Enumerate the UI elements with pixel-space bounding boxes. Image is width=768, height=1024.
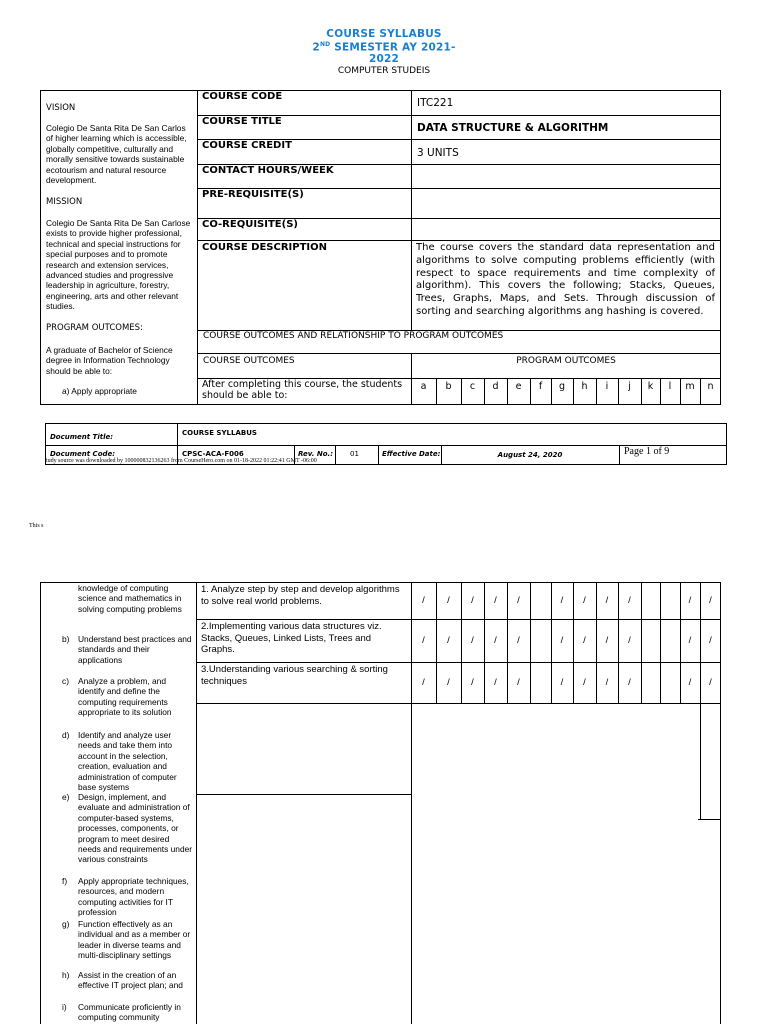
outcome-mark: / — [628, 677, 631, 688]
outcome-mark: / — [447, 677, 450, 688]
outcome-mark: / — [517, 677, 520, 688]
outcome-mark: / — [583, 635, 586, 646]
corequisite-label: CO-REQUISITE(S) — [202, 219, 298, 230]
page-number: Page 1 of 9 — [624, 446, 670, 457]
po-letter-g: g — [558, 381, 566, 392]
outcome-mark: / — [494, 595, 497, 606]
course-outcome-text: 3.Understanding various searching & sorting techniques — [201, 664, 388, 687]
course-outcomes-label: COURSE OUTCOMES — [203, 356, 295, 366]
program-outcome-letter: h) — [62, 970, 70, 980]
program-outcome-text: Identify and analyze user needs and take them into account in the selection, creation, evaluation and administration of computer base systems — [78, 730, 177, 793]
course-title-label: COURSE TITLE — [202, 116, 282, 127]
po-letter-c: c — [469, 381, 476, 392]
program-outcome-letter: g) — [62, 919, 70, 929]
mission-heading: MISSION — [46, 197, 83, 207]
outcome-mark: / — [494, 635, 497, 646]
document-title-value: COURSE SYLLABUS — [182, 429, 257, 437]
outcome-mark: / — [628, 595, 631, 606]
outcome-mark: / — [583, 677, 586, 688]
program-outcome-text: Communicate proficiently in computing community — [78, 1002, 181, 1023]
department: COMPUTER STUDEIS — [337, 66, 431, 76]
outcome-mark: / — [517, 595, 520, 606]
po-letter-m: m — [685, 381, 695, 392]
program-outcome-letter: f) — [62, 876, 68, 886]
course-credit-label: COURSE CREDIT — [202, 140, 292, 151]
outcome-mark: / — [447, 595, 450, 606]
program-outcome-letter: e) — [62, 792, 70, 802]
outcome-mark: / — [605, 677, 609, 688]
outcome-mark: / — [471, 677, 474, 688]
effective-date-label: Effective Date: — [382, 450, 441, 458]
outcome-mark: / — [422, 677, 425, 688]
program-outcome-item — [62, 792, 194, 865]
outcome-mark: / — [709, 595, 712, 606]
outcome-mark: / — [494, 677, 497, 688]
program-outcome-item — [62, 1002, 194, 1023]
po-letter-e: e — [515, 381, 522, 392]
program-outcome-letter: i) — [62, 1002, 67, 1012]
po-letter-k: k — [647, 381, 654, 392]
po-letter-f: f — [538, 381, 543, 392]
program-outcome-letter: d) — [62, 730, 70, 740]
document-code-label: Document Code: — [50, 450, 116, 458]
side-note: This s — [29, 523, 44, 529]
course-outcome-text: 1. Analyze step by step and develop algorithms to solve real world problems. — [201, 584, 400, 607]
program-outcome-item — [62, 919, 194, 961]
outcome-mark: / — [709, 677, 712, 688]
vision-text: Colegio De Santa Rita De San Carlos of higher learning which is accessible, globally competitive, culturally and morally sensitive towards sustainable ecotourism and natural resource development. — [46, 123, 187, 186]
prerequisite-label: PRE-REQUISITE(S) — [202, 189, 304, 200]
outcome-mark: / — [422, 635, 425, 646]
program-outcomes-intro: A graduate of Bachelor of Science degree in Information Technology should be able to: — [46, 345, 173, 376]
document-code-value: CPSC-ACA-F006 — [182, 450, 244, 458]
outcome-mark: / — [688, 677, 692, 688]
outcome-mark: / — [447, 635, 450, 646]
po-letter-h: h — [581, 381, 588, 392]
po-letter-d: d — [492, 381, 499, 392]
outcome-mark: / — [471, 635, 474, 646]
outcome-mark: / — [688, 595, 692, 606]
watermark-text: tudy source was downloaded by 100000832136263 from CourseHero.com on 01-18-2022 01:22:41 GMT -06:00 — [46, 458, 317, 464]
outcome-mark: / — [605, 595, 609, 606]
program-outcomes-heading: PROGRAM OUTCOMES: — [46, 323, 143, 333]
program-outcome-item — [62, 876, 194, 918]
program-outcome-text: Analyze a problem, and identify and define the computing requirements appropriate to its solution — [78, 676, 172, 718]
program-outcome-text: Design, implement, and evaluate and administration of computer-based systems, processes, components, or program to meet desired needs and requirements under various constraints — [78, 792, 193, 865]
program-outcome-text: Understand best practices and standards and their applications — [78, 634, 192, 665]
po-letter-n: n — [707, 381, 714, 392]
po-letter-i: i — [605, 381, 609, 392]
po-letter-a: a — [420, 381, 427, 392]
program-outcome-item — [62, 676, 194, 718]
outcome-mark: / — [628, 635, 631, 646]
outcome-mark: / — [605, 635, 609, 646]
course-credit-value: 3 UNITS — [417, 147, 459, 159]
po-letter-j: j — [628, 381, 631, 392]
syllabus-title: COURSE SYLLABUS — [326, 28, 442, 40]
contact-hours-label: CONTACT HOURS/WEEK — [202, 165, 334, 176]
program-outcome-text: Assist in the creation of an effective IT project plan; and — [78, 970, 183, 991]
course-description-value: The course covers the standard data representation and algorithms to solve computing problems efficiently (with respect to space requirements and time complexity of algorithm). This covers the following; Stacks, Queues, Trees, Graphs, Maps, and Sets. Through discussion of sorting and searching algorithms ang hashing is covered. — [416, 242, 715, 317]
outcome-mark: / — [517, 635, 520, 646]
outcome-mark: / — [560, 635, 564, 646]
course-code-label: COURSE CODE — [202, 91, 283, 102]
program-outcome-item — [62, 583, 194, 614]
course-code-value: ITC221 — [417, 97, 454, 109]
outcome-mark: / — [560, 677, 564, 688]
outcome-mark: / — [422, 595, 425, 606]
after-completing-text: After completing this course, the students should be able to: — [202, 379, 403, 401]
course-outcome-text: 2.Implementing various data structures viz. Stacks, Queues, Linked Lists, Trees and Graphs. — [201, 621, 382, 655]
program-outcome-a: a) Apply appropriate — [62, 386, 137, 396]
mission-text: Colegio De Santa Rita De San Carlose exists to provide higher professional, technical and special instructions for special purposes and to promote research and extension services, advanced studies and progressive leadership in agriculture, forestry, engineering, arts and other relevant studies. — [46, 218, 191, 312]
co-relationship-label: COURSE OUTCOMES AND RELATIONSHIP TO PROGRAM OUTCOMES — [203, 331, 504, 341]
program-outcome-letter: b) — [62, 634, 70, 644]
rev-no-value: 01 — [350, 450, 359, 458]
outcome-mark: / — [560, 595, 564, 606]
outcome-mark: / — [688, 635, 692, 646]
program-outcomes-label: PROGRAM OUTCOMES — [516, 356, 616, 366]
effective-date-value: August 24, 2020 — [497, 451, 563, 459]
program-outcome-item — [62, 730, 194, 792]
po-letter-b: b — [445, 381, 452, 392]
outcome-mark: / — [471, 595, 474, 606]
outcome-mark: / — [583, 595, 586, 606]
course-description-label: COURSE DESCRIPTION — [202, 242, 328, 253]
course-title-value: DATA STRUCTURE & ALGORITHM — [417, 122, 609, 134]
program-outcome-letter: c) — [62, 676, 69, 686]
program-outcome-item — [62, 970, 194, 991]
program-outcome-item — [62, 634, 194, 665]
program-outcome-text: Apply appropriate techniques, resources, and modern computing activities for IT profession — [78, 876, 189, 918]
rev-no-label: Rev. No.: — [298, 450, 334, 458]
semester-line: 2ND SEMESTER AY 2021- — [312, 41, 456, 54]
vision-heading: VISION — [46, 103, 76, 113]
program-outcome-text: Function effectively as an individual and as a member or leader in diverse teams and multi-disciplinary settings — [78, 919, 191, 961]
po-letter-l: l — [668, 381, 672, 392]
program-outcome-text: knowledge of computing science and mathematics in solving computing problems — [78, 583, 182, 614]
document-title-label: Document Title: — [50, 433, 114, 441]
semester-year: 2022 — [368, 53, 400, 65]
outcome-mark: / — [709, 635, 712, 646]
